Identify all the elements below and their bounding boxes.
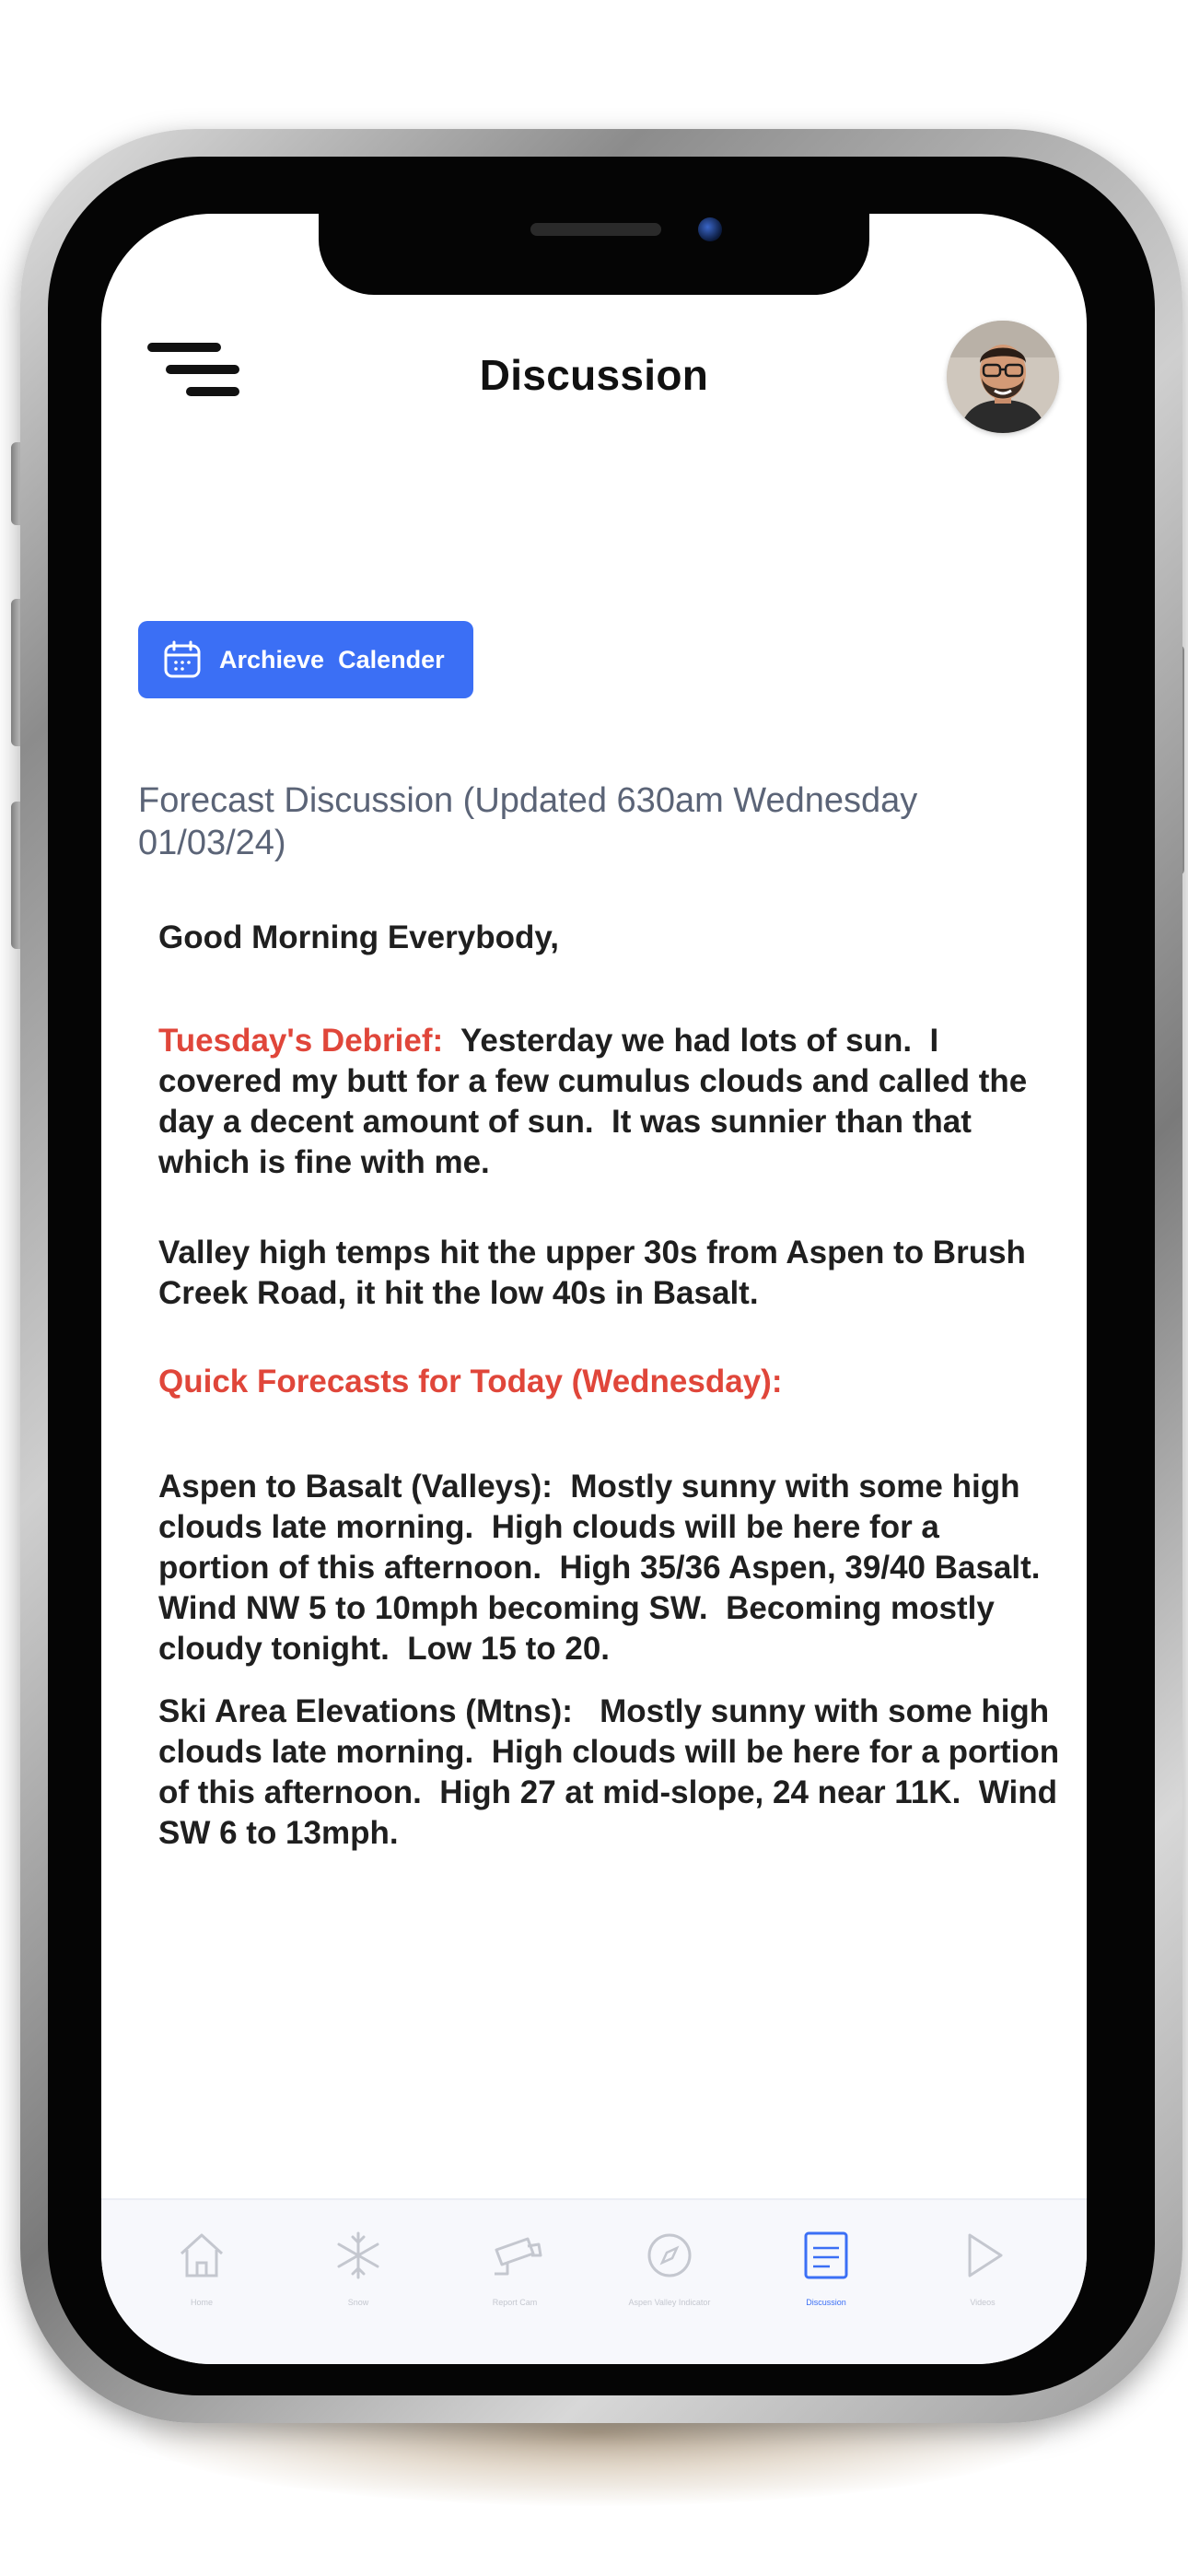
tab-home[interactable] xyxy=(123,2200,280,2364)
mountains-forecast-paragraph: Ski Area Elevations (Mtns): Mostly sunny with some high clouds late morning. High clouds will be here for a portion of this afternoon. High 27 at mid-slope, 24 near 11K. Wind SW 6 to 13mph. xyxy=(158,1693,1068,1851)
tab-videos[interactable] xyxy=(904,2200,1061,2364)
forecast-title: Forecast Discussion (Updated 630am Wednesday 01/03/24) xyxy=(138,781,918,862)
document-icon xyxy=(798,2228,854,2283)
debrief-label: Tuesday's Debrief: xyxy=(158,1023,444,1059)
tab-label-snow: Snow xyxy=(347,2298,369,2307)
earpiece-speaker xyxy=(530,223,661,236)
home-icon xyxy=(174,2228,229,2283)
calendar-icon xyxy=(162,639,203,680)
tab-label-home: Home xyxy=(190,2298,213,2307)
archive-calendar-button[interactable] xyxy=(138,621,473,698)
bottom-tab-bar xyxy=(101,2198,1087,2364)
app-screen xyxy=(101,214,1087,2364)
valley-temps-paragraph: Valley high temps hit the upper 30s from Aspen to Brush Creek Road, it hit the low 40s in Basalt. xyxy=(158,1235,1026,1311)
tab-discussion[interactable] xyxy=(748,2200,904,2364)
debrief-text: Yesterday we had lots of sun. I covered my butt for a few cumulus clouds and called the day a decent amount of sun. It was sunnier than that which is fine with me. xyxy=(158,1023,1036,1180)
archive-calendar-label: Archieve Calender xyxy=(219,645,445,673)
tab-label-aspen-valley-indicator: Aspen Valley Indicator xyxy=(628,2298,711,2307)
camera-icon xyxy=(487,2228,542,2283)
user-avatar[interactable] xyxy=(947,321,1059,433)
tab-aspen-valley-indicator[interactable] xyxy=(591,2200,748,2364)
valleys-forecast-paragraph: Aspen to Basalt (Valleys): Mostly sunny with some high clouds late morning. High clouds will be here for a portion of this afternoon. High 35/36 Aspen, 39/40 Basalt. Wind NW 5 to 10mph becoming SW. Becoming mostly cloudy tonight. Low 15 to 20. xyxy=(158,1469,1058,1667)
front-camera xyxy=(698,217,722,241)
quick-forecasts-heading: Quick Forecasts for Today (Wednesday): xyxy=(158,1364,783,1399)
tab-report-cam[interactable] xyxy=(437,2200,593,2364)
tab-label-discussion: Discussion xyxy=(806,2298,846,2307)
tab-label-videos: Videos xyxy=(970,2298,996,2307)
greeting: Good Morning Everybody, xyxy=(158,919,559,955)
avatar-image xyxy=(947,321,1059,433)
tab-snow[interactable] xyxy=(280,2200,437,2364)
debrief-paragraph xyxy=(158,1021,1070,1183)
greeting-text xyxy=(158,918,1079,958)
play-icon xyxy=(955,2228,1010,2283)
snowflake-icon xyxy=(331,2228,386,2283)
tab-label-report-cam: Report Cam xyxy=(492,2298,538,2307)
compass-icon xyxy=(642,2228,697,2283)
page-title: Discussion xyxy=(479,351,709,399)
